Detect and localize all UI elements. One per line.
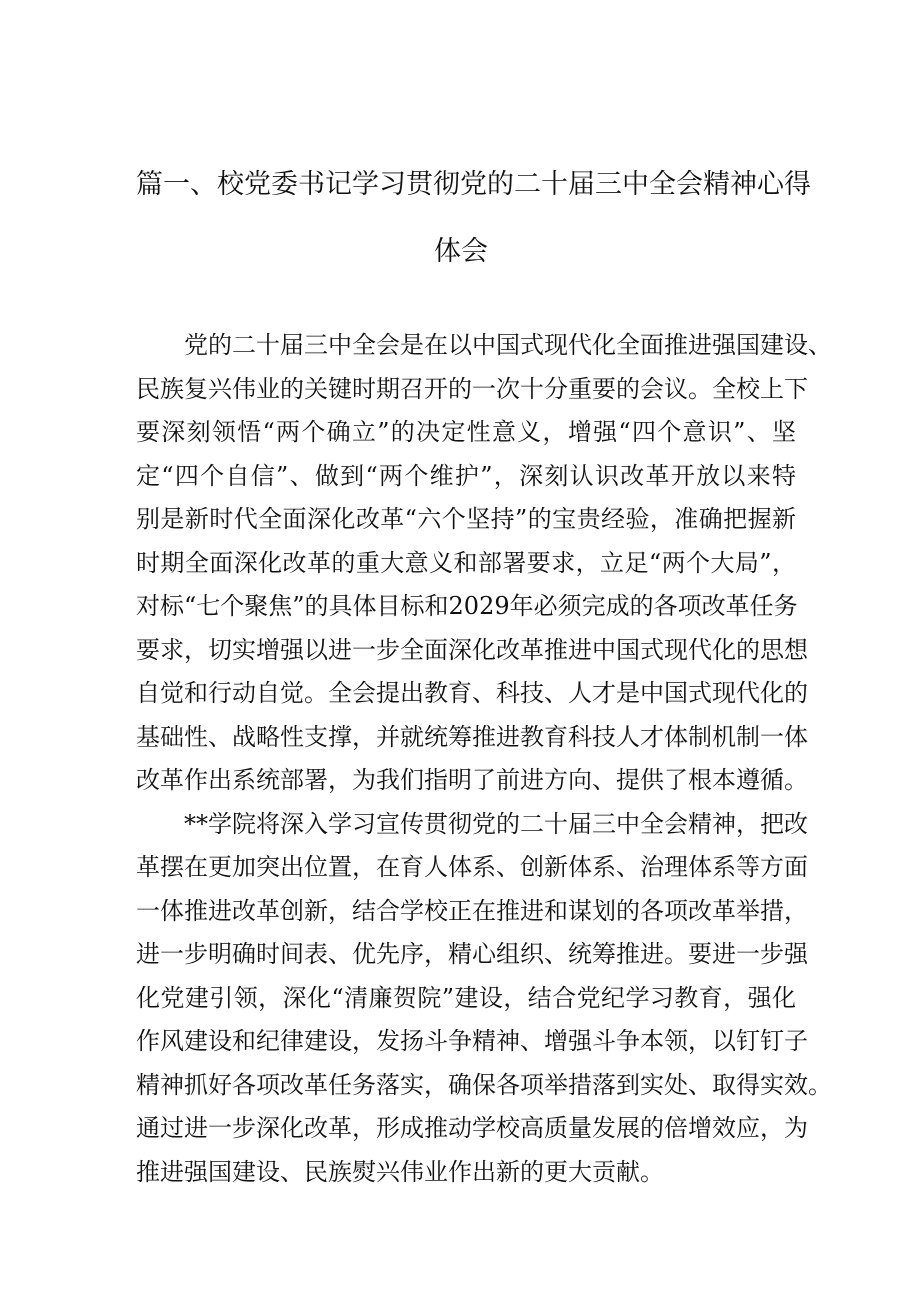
paragraph-line: **学院将深入学习宣传贯彻党的二十届三中全会精神，把改 [184, 809, 808, 838]
paragraph-line: 党的二十届三中全会是在以中国式现代化全面推进强国建设、 [184, 331, 832, 359]
paragraph-line: 要求，切实增强以进一步全面深化改革推进中国式现代化的思想 [136, 635, 808, 664]
document-title-line-1: 篇一、校党委书记学习贯彻党的二十届三中全会精神心得 [136, 169, 811, 200]
paragraph-line: 民族复兴伟业的关键时期召开的一次十分重要的会议。全校上下 [136, 374, 808, 403]
paragraph-line: 通过进一步深化改革，形成推动学校高质量发展的倍增效应，为 [136, 1114, 808, 1142]
paragraph-line: 别是新时代全面深化改革“六个坚持”的宝贵经验，准确把握新 [136, 505, 796, 533]
paragraph-line: 定“四个自信”、做到“两个维护”，深刻认识改革开放以来特 [136, 461, 796, 490]
paragraph-line: 时期全面深化改革的重大意义和部署要求，立足“两个大局”， [136, 548, 796, 577]
paragraph-line: 精神抓好各项改革任务落实，确保各项举措落到实处、取得实效。 [136, 1070, 832, 1099]
paragraph-line: 化党建引领，深化“清廉贺院”建设，结合党纪学习教育，强化 [136, 983, 796, 1012]
paragraph-line: 革摆在更加突出位置，在育人体系、创新体系、治理体系等方面 [136, 853, 808, 881]
document-body [136, 324, 832, 1194]
paragraph-line: 自觉和行动自觉。全会提出教育、科技、人才是中国式现代化的 [136, 679, 808, 707]
paragraph-1 [136, 324, 832, 803]
paragraph-line: 推进强国建设、民族熨兴伟业作出新的更大贡献。 [136, 1157, 664, 1186]
paragraph-line: 作风建设和纪律建设，发扬斗争精神、增强斗争本领，以钉钉子 [136, 1027, 808, 1055]
paragraph-line: 改革作出系统部署，为我们指明了前进方向、提供了根本遵循。 [136, 766, 808, 794]
paragraph-line: 要深刻领悟“两个确立”的决定性意义，增强“四个意识”、坚 [136, 418, 796, 446]
paragraph-2 [136, 803, 832, 1195]
paragraph-line: 对标“七个聚焦”的具体目标和2029年必须完成的各项改革任务 [136, 592, 798, 620]
document-title-line-2: 体会 [434, 236, 488, 267]
paragraph-line: 进一步明确时间表、优先序，精心组织、统筹推进。要进一步强 [136, 940, 808, 968]
paragraph-line: 基础性、战略性支撑，并就统筹推进教育科技人才体制机制一体 [136, 722, 808, 751]
paragraph-line: 一体推进改革创新，结合学校正在推进和谋划的各项改革举措， [136, 896, 808, 925]
